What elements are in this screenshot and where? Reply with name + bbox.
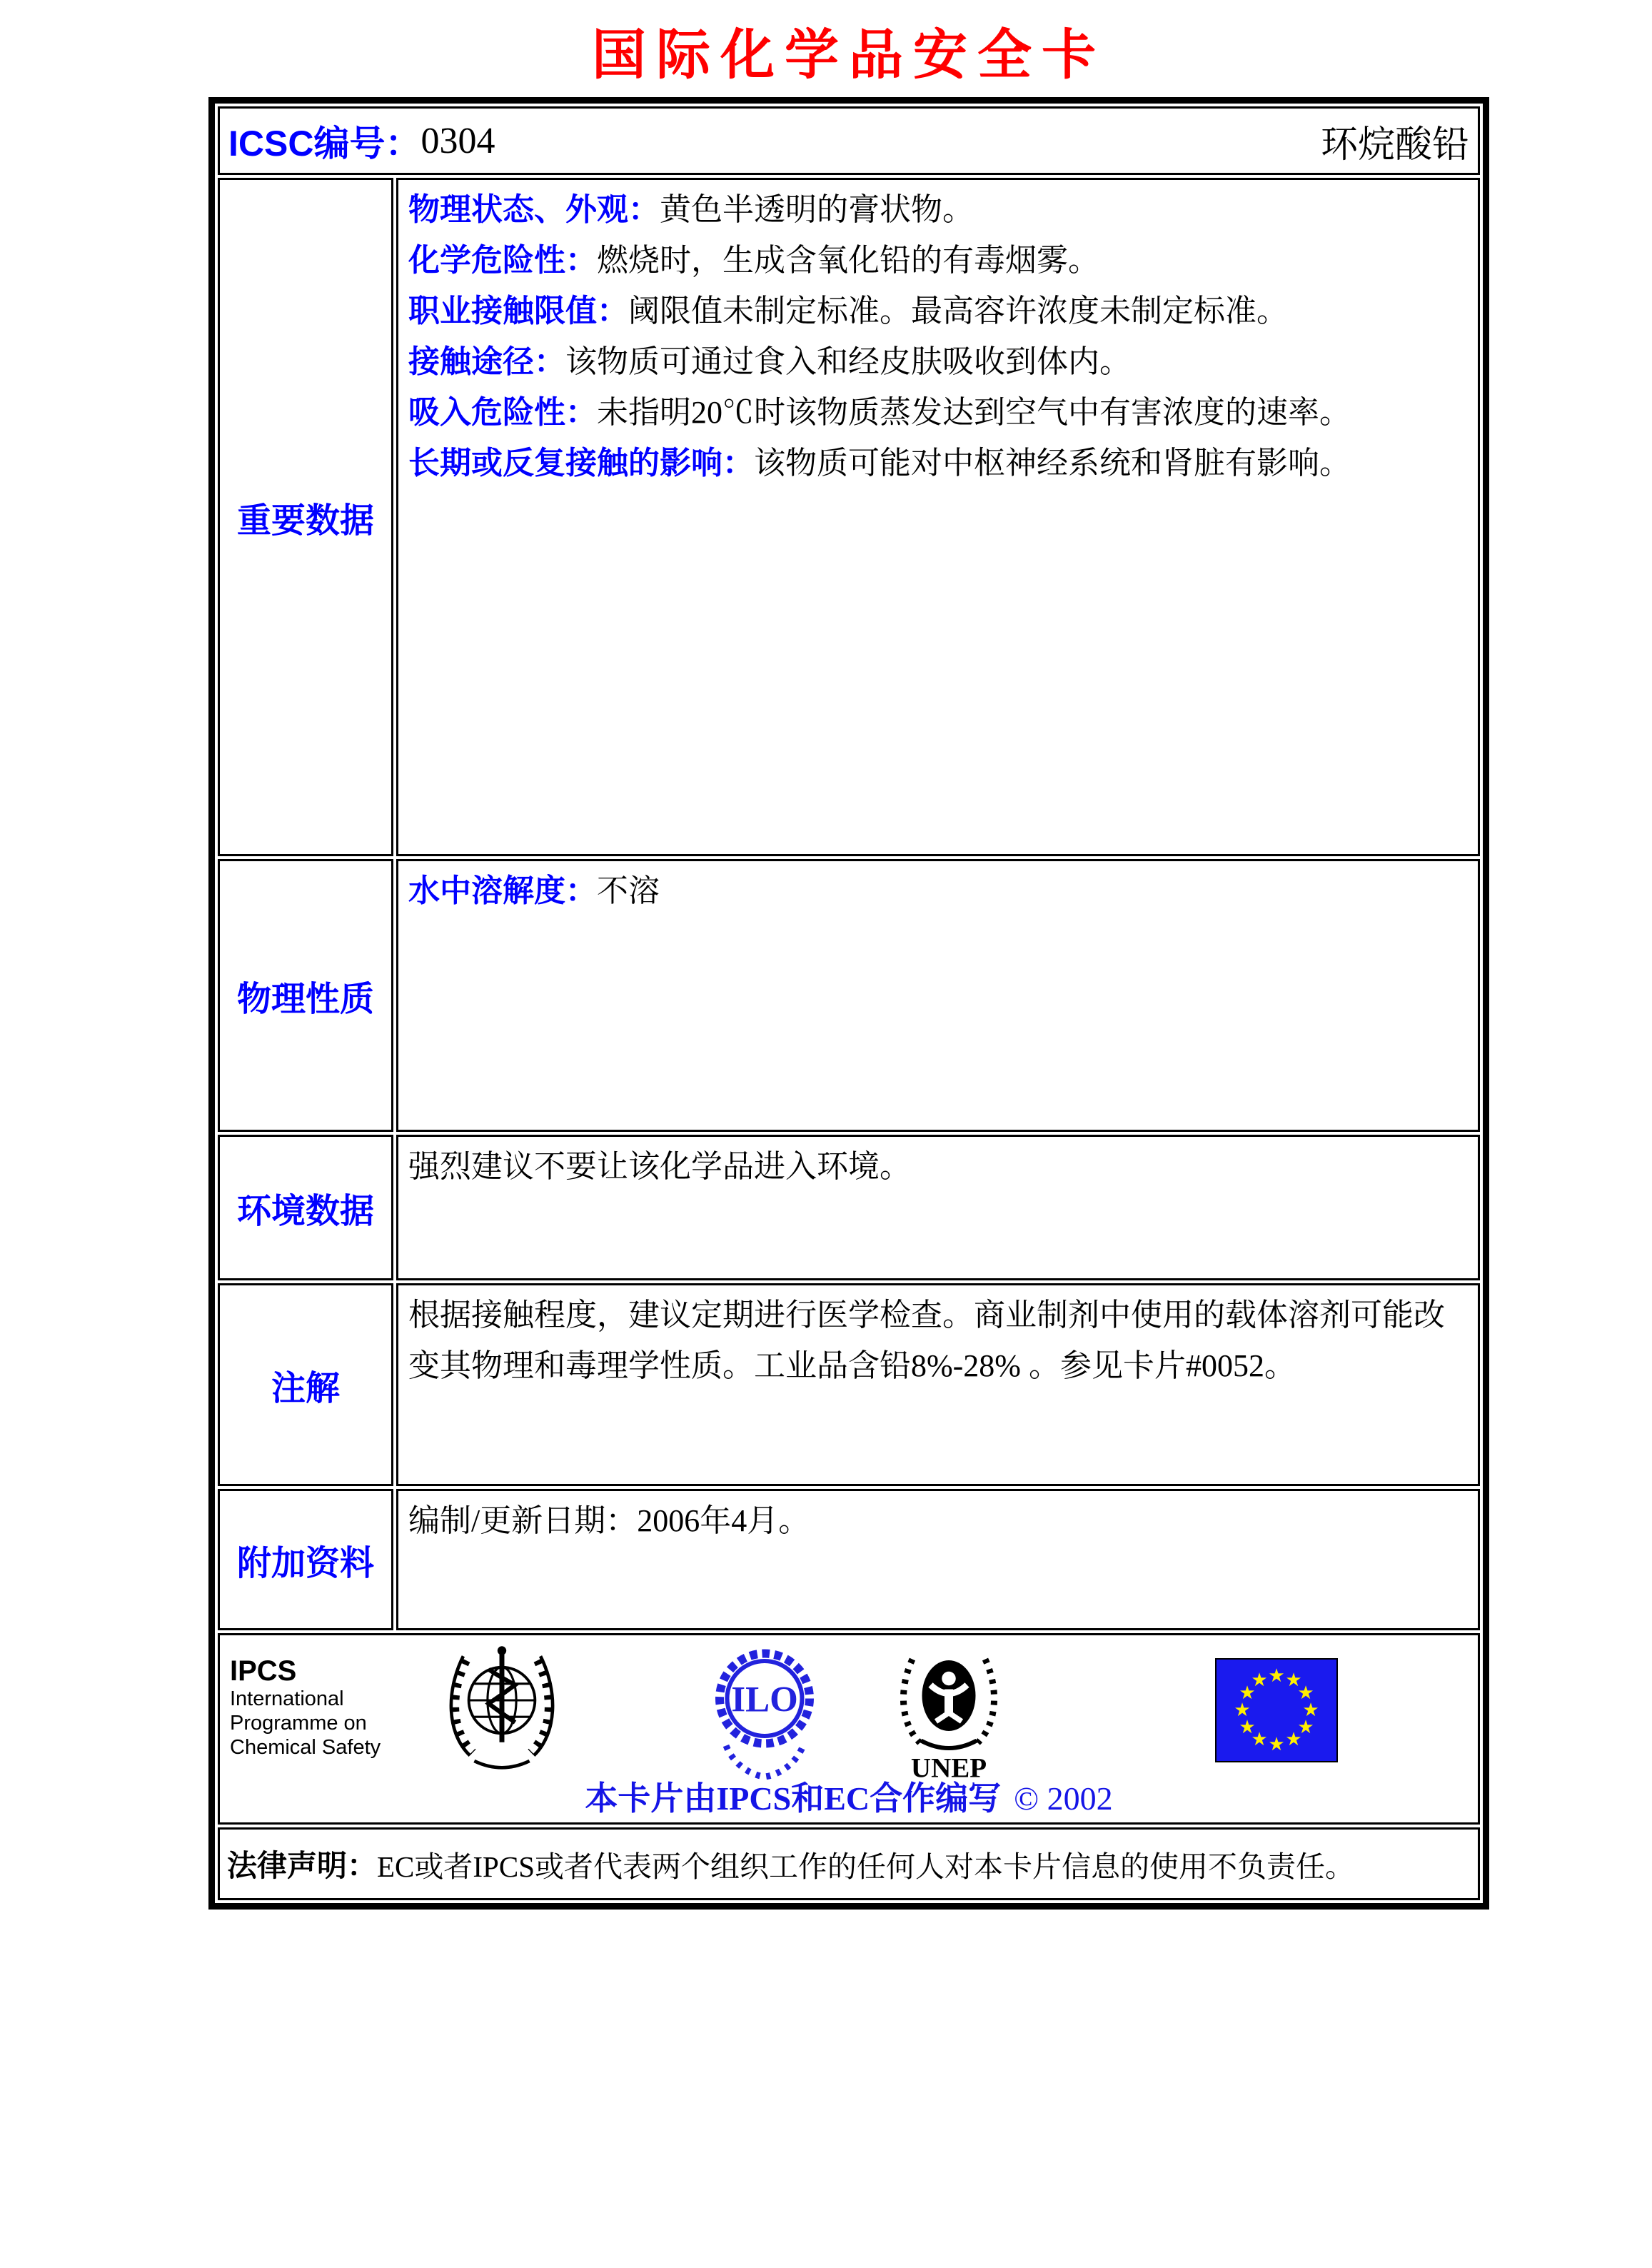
section-row-notes — [218, 1283, 1480, 1486]
field-value: 阈限值未制定标准。最高容许浓度未制定标准。 — [628, 293, 1288, 328]
data-line — [408, 336, 1468, 387]
section-label: 环境数据 — [236, 1192, 374, 1230]
section-label: 重要数据 — [236, 501, 374, 540]
data-line — [408, 235, 1468, 286]
section-content-cell — [396, 859, 1480, 1132]
field-value: 黄色半透明的膏状物。 — [660, 192, 974, 227]
section-content-cell — [396, 1283, 1480, 1486]
section-row-physical-properties — [218, 859, 1480, 1132]
legal-text: EC或者IPCS或者代表两个组织工作的任何人对本卡片信息的使用不负责任。 — [377, 1850, 1355, 1883]
ipcs-acronym: IPCS — [230, 1655, 297, 1687]
chemical-name: 环烷酸铅 — [1320, 124, 1469, 166]
field-value: 燃烧时，生成含氧化铅的有毒烟雾。 — [597, 243, 1099, 278]
legal-cell — [218, 1827, 1480, 1900]
icsc-number-value: 0304 — [420, 120, 495, 161]
field-label: 接触途径： — [408, 344, 565, 379]
section-label: 物理性质 — [236, 980, 374, 1018]
data-line: 根据接触程度，建议定期进行医学检查。商业制剂中使用的载体溶剂可能改变其物理和毒理学性质。工业品含铅8%-28% 。参见卡片#0052。 — [408, 1298, 1445, 1383]
section-label-cell — [218, 1283, 393, 1486]
svg-text:★: ★ — [1234, 1700, 1251, 1721]
header-cell — [218, 106, 1480, 175]
header-row — [218, 106, 1480, 175]
ipcs-line: International — [230, 1687, 344, 1710]
ipcs-text-block — [230, 1655, 381, 1760]
ipcs-line: Chemical Safety — [230, 1736, 381, 1759]
data-line — [408, 387, 1468, 438]
footer-cell — [218, 1633, 1480, 1825]
ilo-logo-icon — [711, 1647, 818, 1782]
svg-text:★: ★ — [1285, 1670, 1302, 1691]
svg-text:★: ★ — [1302, 1700, 1319, 1721]
section-row-important-data — [218, 178, 1480, 856]
legal-label: 法律声明： — [227, 1849, 378, 1882]
copyright-line — [220, 1772, 1478, 1820]
copyright-year: © 2002 — [1014, 1780, 1113, 1817]
svg-text:★: ★ — [1251, 1670, 1268, 1691]
section-label-cell — [218, 1489, 393, 1630]
svg-text:★: ★ — [1285, 1729, 1302, 1750]
section-label-cell — [218, 1135, 393, 1280]
field-label: 物理状态、外观： — [408, 192, 660, 227]
field-label: 职业接触限值： — [408, 293, 628, 328]
section-row-additional-information — [218, 1489, 1480, 1630]
data-line: 编制/更新日期：2006年4月。 — [408, 1503, 810, 1538]
svg-text:★: ★ — [1239, 1717, 1256, 1738]
field-label: 吸入危险性： — [408, 395, 597, 430]
unep-text: UNEP — [910, 1752, 987, 1784]
who-logo-icon — [441, 1641, 563, 1784]
section-content-cell — [396, 1489, 1480, 1630]
svg-text:★: ★ — [1297, 1717, 1314, 1738]
section-label-cell — [218, 178, 393, 856]
data-line — [408, 438, 1468, 488]
svg-text:★: ★ — [1268, 1665, 1285, 1687]
svg-text:★: ★ — [1239, 1682, 1256, 1704]
icsc-table — [208, 97, 1489, 1910]
field-value: 该物质可通过食入和经皮肤吸收到体内。 — [565, 344, 1131, 379]
field-label: 水中溶解度： — [408, 873, 597, 908]
field-value: 该物质可能对中枢神经系统和肾脏有影响。 — [754, 446, 1351, 481]
section-label-cell — [218, 859, 393, 1132]
page-title: 国际化学品安全卡 — [592, 26, 1106, 86]
icsc-number-label: ICSC编号： — [228, 124, 421, 164]
eu-flag-icon — [1215, 1658, 1338, 1762]
field-value: 未指明20℃时该物质蒸发达到空气中有害浓度的速率。 — [597, 395, 1351, 430]
field-value: 不溶 — [597, 873, 660, 908]
section-label: 注解 — [271, 1369, 340, 1408]
field-label: 化学危险性： — [408, 243, 597, 278]
data-line — [408, 184, 1468, 235]
ilo-text: ILO — [731, 1680, 798, 1720]
data-line — [408, 865, 1468, 916]
section-content-cell — [396, 1135, 1480, 1280]
data-line — [408, 286, 1468, 336]
section-content-cell — [396, 178, 1480, 856]
unep-logo-icon — [895, 1642, 1002, 1785]
section-row-environmental-data — [218, 1135, 1480, 1280]
svg-text:★: ★ — [1268, 1734, 1285, 1755]
footer-row — [218, 1633, 1480, 1825]
legal-row — [218, 1827, 1480, 1900]
data-line: 强烈建议不要让该化学品进入环境。 — [408, 1149, 911, 1184]
copyright-text: 本卡片由IPCS和EC合作编写 — [585, 1780, 1002, 1817]
field-label: 长期或反复接触的影响： — [408, 446, 754, 481]
section-label: 附加资料 — [236, 1544, 374, 1582]
svg-text:★: ★ — [1297, 1682, 1314, 1704]
svg-text:★: ★ — [1251, 1729, 1268, 1750]
ipcs-line: Programme on — [230, 1712, 367, 1735]
